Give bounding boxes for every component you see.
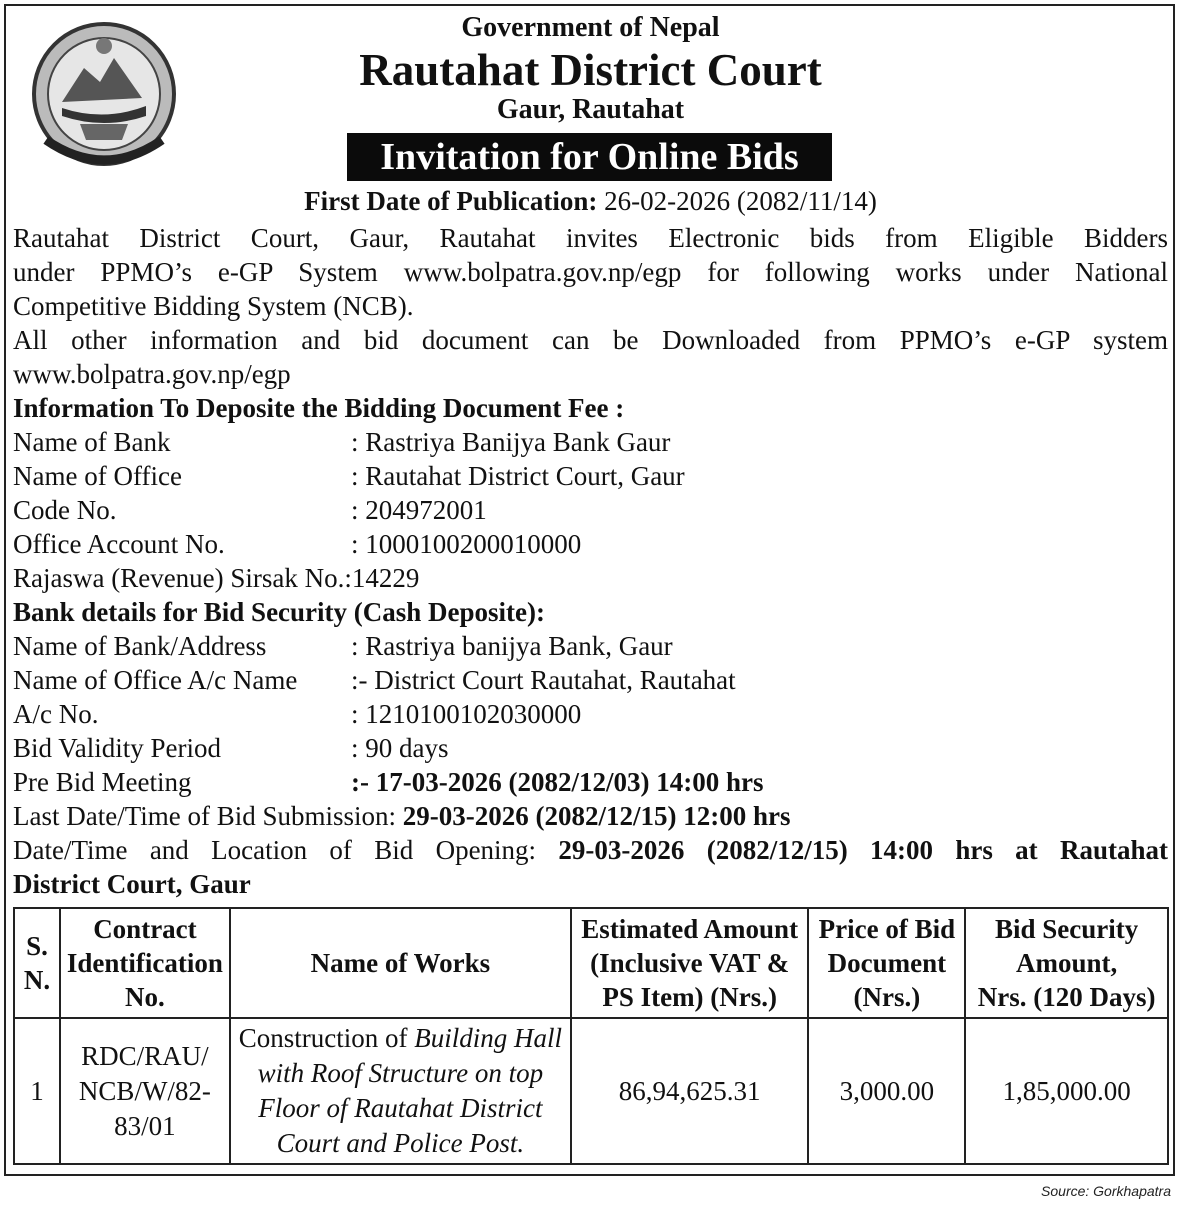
security-value: : Rastriya banijya Bank, Gaur (351, 631, 673, 661)
invitation-banner: Invitation for Online Bids (347, 133, 832, 181)
government-title: Government of Nepal (461, 12, 720, 43)
fee-label: Office Account No. (13, 529, 225, 559)
table-header-row (14, 908, 1168, 1018)
works-table (13, 907, 1169, 1165)
last-date-row (13, 799, 1168, 833)
fee-value: : Rautahat District Court, Gaur (351, 461, 685, 491)
security-value: : 1210100102030000 (351, 699, 582, 729)
court-location: Gaur, Rautahat (496, 94, 685, 125)
cell-bid-security: 1,85,000.00 (965, 1018, 1168, 1164)
security-row (13, 629, 1168, 663)
court-title: Rautahat District Court (359, 45, 822, 95)
publication-value: 26-02-2026 (2082/11/14) (604, 186, 877, 216)
source-credit: Source: Gorkhapatra (1041, 1183, 1171, 1199)
header-sn: S. N. (14, 908, 60, 1018)
fee-row (13, 425, 1168, 459)
cell-name-of-works: Construction of Building Hall with Roof Structure on top Floor of Rautahat District Court and Police Post. (230, 1018, 571, 1164)
cell-estimated-amount: 86,94,625.31 (571, 1018, 809, 1164)
cell-contract-id: RDC/RAU/ NCB/W/82- 83/01 (60, 1018, 230, 1164)
fee-heading: Information To Deposite the Bidding Document Fee : (13, 393, 625, 423)
header-price-of-bid-document: Price of Bid Document (Nrs.) (808, 908, 965, 1018)
fee-row (13, 459, 1168, 493)
intro-line: Competitive Bidding System (NCB). (13, 291, 414, 321)
table-row (14, 1018, 1168, 1164)
revenue-line: Rajaswa (Revenue) Sirsak No.:14229 (13, 563, 420, 593)
opening-label: Date/Time and Location of Bid Opening: (13, 835, 537, 865)
intro-line: All other information and bid document can be Downloaded from PPMO’s e-GP system (13, 325, 1168, 355)
opening-location: District Court, Gaur (13, 869, 251, 899)
opening-value: 29-03-2026 (2082/12/15) 14:00 hrs at Rautahat (558, 835, 1168, 865)
publication-date (0, 186, 1181, 217)
security-row (13, 697, 1168, 731)
security-row (13, 663, 1168, 697)
security-label: A/c No. (13, 699, 99, 729)
fee-label: Name of Bank (13, 427, 171, 457)
fee-value: : Rastriya Banijya Bank Gaur (351, 427, 671, 457)
fee-value: : 1000100200010000 (351, 529, 582, 559)
intro-line: under PPMO’s e-GP System www.bolpatra.gov.np/egp for following works under National (13, 257, 1168, 287)
fee-value: : 204972001 (351, 495, 487, 525)
cell-sn: 1 (14, 1018, 60, 1164)
last-date-value: 29-03-2026 (2082/12/15) 12:00 hrs (402, 801, 791, 831)
cell-price-of-bid-document: 3,000.00 (808, 1018, 965, 1164)
header-estimated-amount: Estimated Amount (Inclusive VAT & PS Item) (Nrs.) (571, 908, 809, 1018)
prebid-value: :- 17-03-2026 (2082/12/03) 14:00 hrs (351, 767, 764, 797)
security-label: Name of Bank/Address (13, 631, 267, 661)
fee-label: Code No. (13, 495, 117, 525)
security-value: :- District Court Rautahat, Rautahat (351, 665, 736, 695)
intro-line: www.bolpatra.gov.np/egp (13, 359, 291, 389)
security-value: : 90 days (351, 733, 449, 763)
security-row (13, 731, 1168, 765)
opening-row (13, 833, 1168, 867)
header-name-of-works: Name of Works (230, 908, 571, 1018)
fee-row (13, 493, 1168, 527)
prebid-row (13, 765, 1168, 799)
intro-line: Rautahat District Court, Gaur, Rautahat invites Electronic bids from Eligible Bidders (13, 223, 1168, 253)
header-bid-security: Bid Security Amount, Nrs. (120 Days) (965, 908, 1168, 1018)
header-contract-id: Contract Identification No. (60, 908, 230, 1018)
security-label: Bid Validity Period (13, 733, 222, 763)
last-date-label: Last Date/Time of Bid Submission: (13, 801, 397, 831)
publication-label: First Date of Publication: (304, 186, 598, 216)
security-heading: Bank details for Bid Security (Cash Deposite): (13, 597, 546, 627)
prebid-label: Pre Bid Meeting (13, 767, 192, 797)
fee-row (13, 527, 1168, 561)
notice-body (13, 221, 1168, 901)
fee-label: Name of Office (13, 461, 182, 491)
security-label: Name of Office A/c Name (13, 665, 298, 695)
